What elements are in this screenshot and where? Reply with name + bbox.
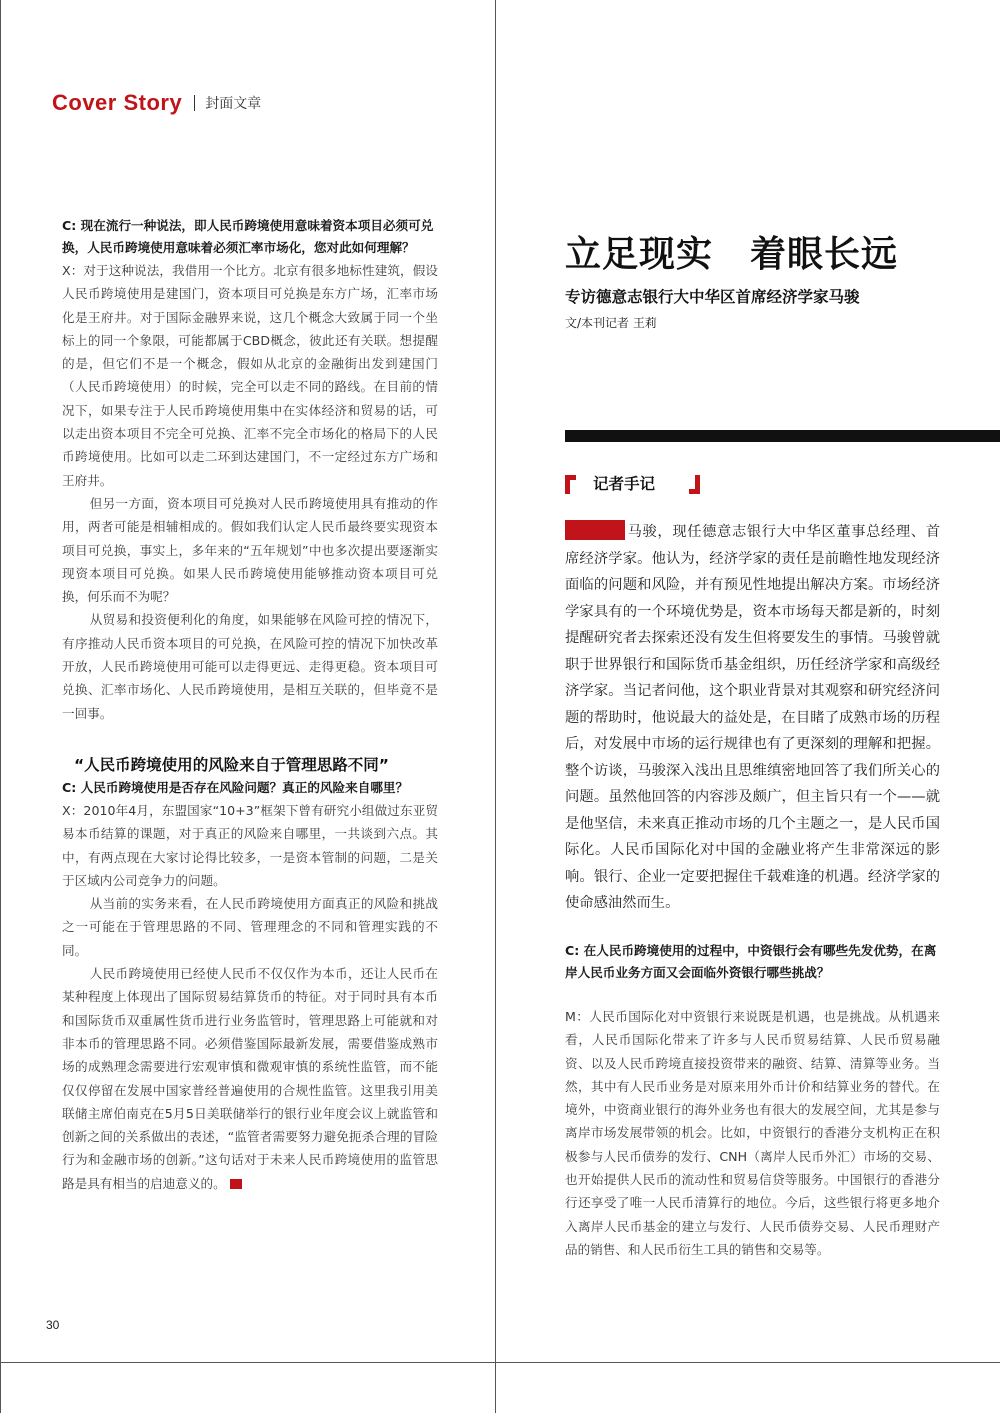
article-title: 立足现实 着眼长远	[565, 234, 899, 275]
article-byline: 文/本刊记者 王莉	[565, 316, 657, 330]
answer-1-para-2: 但另一方面，资本项目可兑换对人民币跨境使用具有推动的作用，两者可能是相辅相成的。假如我们认定人民币最终要实现资本项目可兑换，事实上，多年来的“五年规划”中也多次提出要逐渐实现资本项目可兑换。如果人民币跨境使用能够推动资本项目可兑换，何乐而不为呢？	[62, 495, 438, 605]
section-title-en: Cover Story	[52, 90, 183, 115]
article-end-mark	[230, 1179, 242, 1189]
answer-1-para-1: X：对于这种说法，我借用一个比方。北京有很多地标性建筑，假设人民币跨境使用是建国门，资本项目可兑换是东方广场，汇率市场化是王府井。对于国际金融界来说，这几个概念大致属于同一个坐标上的同一个象限，可能都属于CBD概念，彼此还有关联。想提醒的是，但它们不是一个概念，假如从北京的金融街出发到建国门（人民币跨境使用）的时候，完全可以走不同的路线。在目前的情况下，如果专注于人民币跨境使用集中在实体经济和贸易的话，可以走出资本项目不完全可兑换、汇率不完全市场化的格局下的人民币跨境使用。比如可以走二环到达建国门，不一定经过东方广场和王府井。	[62, 263, 438, 488]
header-divider	[194, 95, 195, 111]
left-column	[62, 215, 438, 1195]
reporter-notes-heading	[565, 470, 705, 498]
right-question-block	[565, 940, 940, 984]
drop-cap-block	[565, 520, 625, 540]
question-2: C: 人民币跨境使用是否存在风险问题？真正的风险来自哪里？	[62, 779, 409, 795]
answer-2-para-1: X：2010年4月，东盟国家“10+3”框架下曾有研究小组做过东亚贸易本币结算的课题，对于真正的风险来自哪里，一共谈到六点。其中，有两点现在大家讨论得比较多，一是资本管制的问题，二是关于区域内公司竞争力的问题。	[62, 802, 438, 888]
answer-1-para-3: 从贸易和投资便利化的角度，如果能够在风险可控的情况下，有序推动人民币资本项目的可兑换，在风险可控的情况下加快改革开放，人民币跨境使用可能可以走得更远、走得更稳。资本项目可兑换、汇率市场化、人民币跨境使用，是相互关联的，但毕竟不是一回事。	[62, 612, 438, 721]
frame-bottom-edge	[0, 1362, 1000, 1363]
frame-left-edge	[0, 0, 1, 1413]
reporter-notes	[565, 519, 940, 917]
left-bracket-mark	[565, 475, 576, 494]
article-subtitle: 专访德意志银行大中华区首席经济学家马骏	[565, 288, 860, 306]
section-subhead: “人民币跨境使用的风险来自于管理思路不同”	[74, 755, 389, 774]
right-bracket-mark	[689, 475, 700, 494]
answer-3: M：人民币国际化对中资银行来说既是机遇，也是挑战。从机遇来看，人民币国际化带来了许多与人民币贸易结算、人民币贸易融资、以及人民币跨境直接投资带来的融资、结算、清算等业务。当然，其中有人民币业务是对原来用外币计价和结算业务的替代。在境外，中资商业银行的海外业务也有很大的发展空间，尤其是参与离岸市场发展带领的机会。比如，中资银行的香港分支机构正在积极参与人民币债券的发行、CNH（离岸人民币外汇）市场的交易、也开始提供人民币的流动性和贸易信贷等服务。中国银行的香港分行还享受了唯一人民币清算行的地位。今后，这些银行将更多地介入离岸人民币基金的建立与发行、人民币债券交易、人民币理财产品的销售、和人民币衍生工具的销售和交易等。	[565, 1009, 940, 1257]
section-header	[52, 86, 261, 120]
reporter-notes-body	[565, 519, 940, 917]
answer-2-para-2: 从当前的实务来看，在人民币跨境使用方面真正的风险和挑战之一可能在于管理思路的不同、管理理念的不同和管理实践的不同。	[62, 896, 438, 958]
reporter-notes-title: 记者手记	[593, 475, 656, 493]
answer-2-para-3-text: 人民币跨境使用已经使人民币不仅仅作为本币，还让人民币在某种程度上体现出了国际贸易结算货币的特征。对于同时具有本币和国际货币双重属性货币进行业务监管时，管理思路上可能就和对非本币的管理思路不同。必须借鉴国际最新发展，需要借鉴成熟市场的成熟理念需要进行宏观审慎和微观审慎的系统性监管，而不能仅仅停留在发展中国家普经普遍使用的合规性监管。这里我引用美联储主席伯南克在5月5日美联储举行的银行业年度会议上就监管和创新之间的关系做出的表述，“监管者需要努力避免扼杀合理的冒险行为和金融市场的创新。”这句话对于未来人民币跨境使用的监管思路是具有相当的启迪意义的。	[62, 966, 438, 1191]
reporter-notes-text: 马骏，现任德意志银行大中华区董事总经理、首席经济学家。他认为，经济学家的责任是前瞻性地发现经济面临的问题和风险，并有预见性地提出解决方案。市场经济学家具有的一个环境优势是，资本市场每天都是新的，时刻提醒研究者去探索还没有发生但将要发生的事情。马骏曾就职于世界银行和国际货币基金组织，历任经济学家和高级经济学家。当记者问他，这个职业背景对其观察和研究经济问题的帮助时，他说最大的益处是，在目睹了成熟市场的历程后，对发展中市场的运行规律也有了更深刻的理解和把握。整个访谈，马骏深入浅出且思维缜密地回答了我们所关心的问题。虽然他回答的内容涉及颇广，但主旨只有一个——就是他坚信，未来真正推动市场的几个主题之一，是人民币国际化。人民币国际化对中国的金融业将产生非常深远的影响。银行、企业一定要把握住千载难逢的机遇。经济学家的使命感油然而生。	[565, 524, 940, 911]
question-1: C: 现在流行一种说法，即人民币跨境使用意味着资本项目必须可兑换，人民币跨境使用意味着必须汇率市场化，您对此如何理解？	[62, 218, 434, 255]
frame-center-divider	[495, 0, 496, 1413]
question-3: C: 在人民币跨境使用的过程中，中资银行会有哪些先发优势，在离岸人民币业务方面又会面临外资银行哪些挑战？	[565, 943, 937, 980]
page-number: 30	[46, 1318, 60, 1332]
section-title-cn: 封面文章	[205, 96, 262, 112]
right-answer-block	[565, 1005, 940, 1261]
title-divider-bar	[565, 430, 1000, 442]
answer-2-para-3	[62, 962, 438, 1195]
